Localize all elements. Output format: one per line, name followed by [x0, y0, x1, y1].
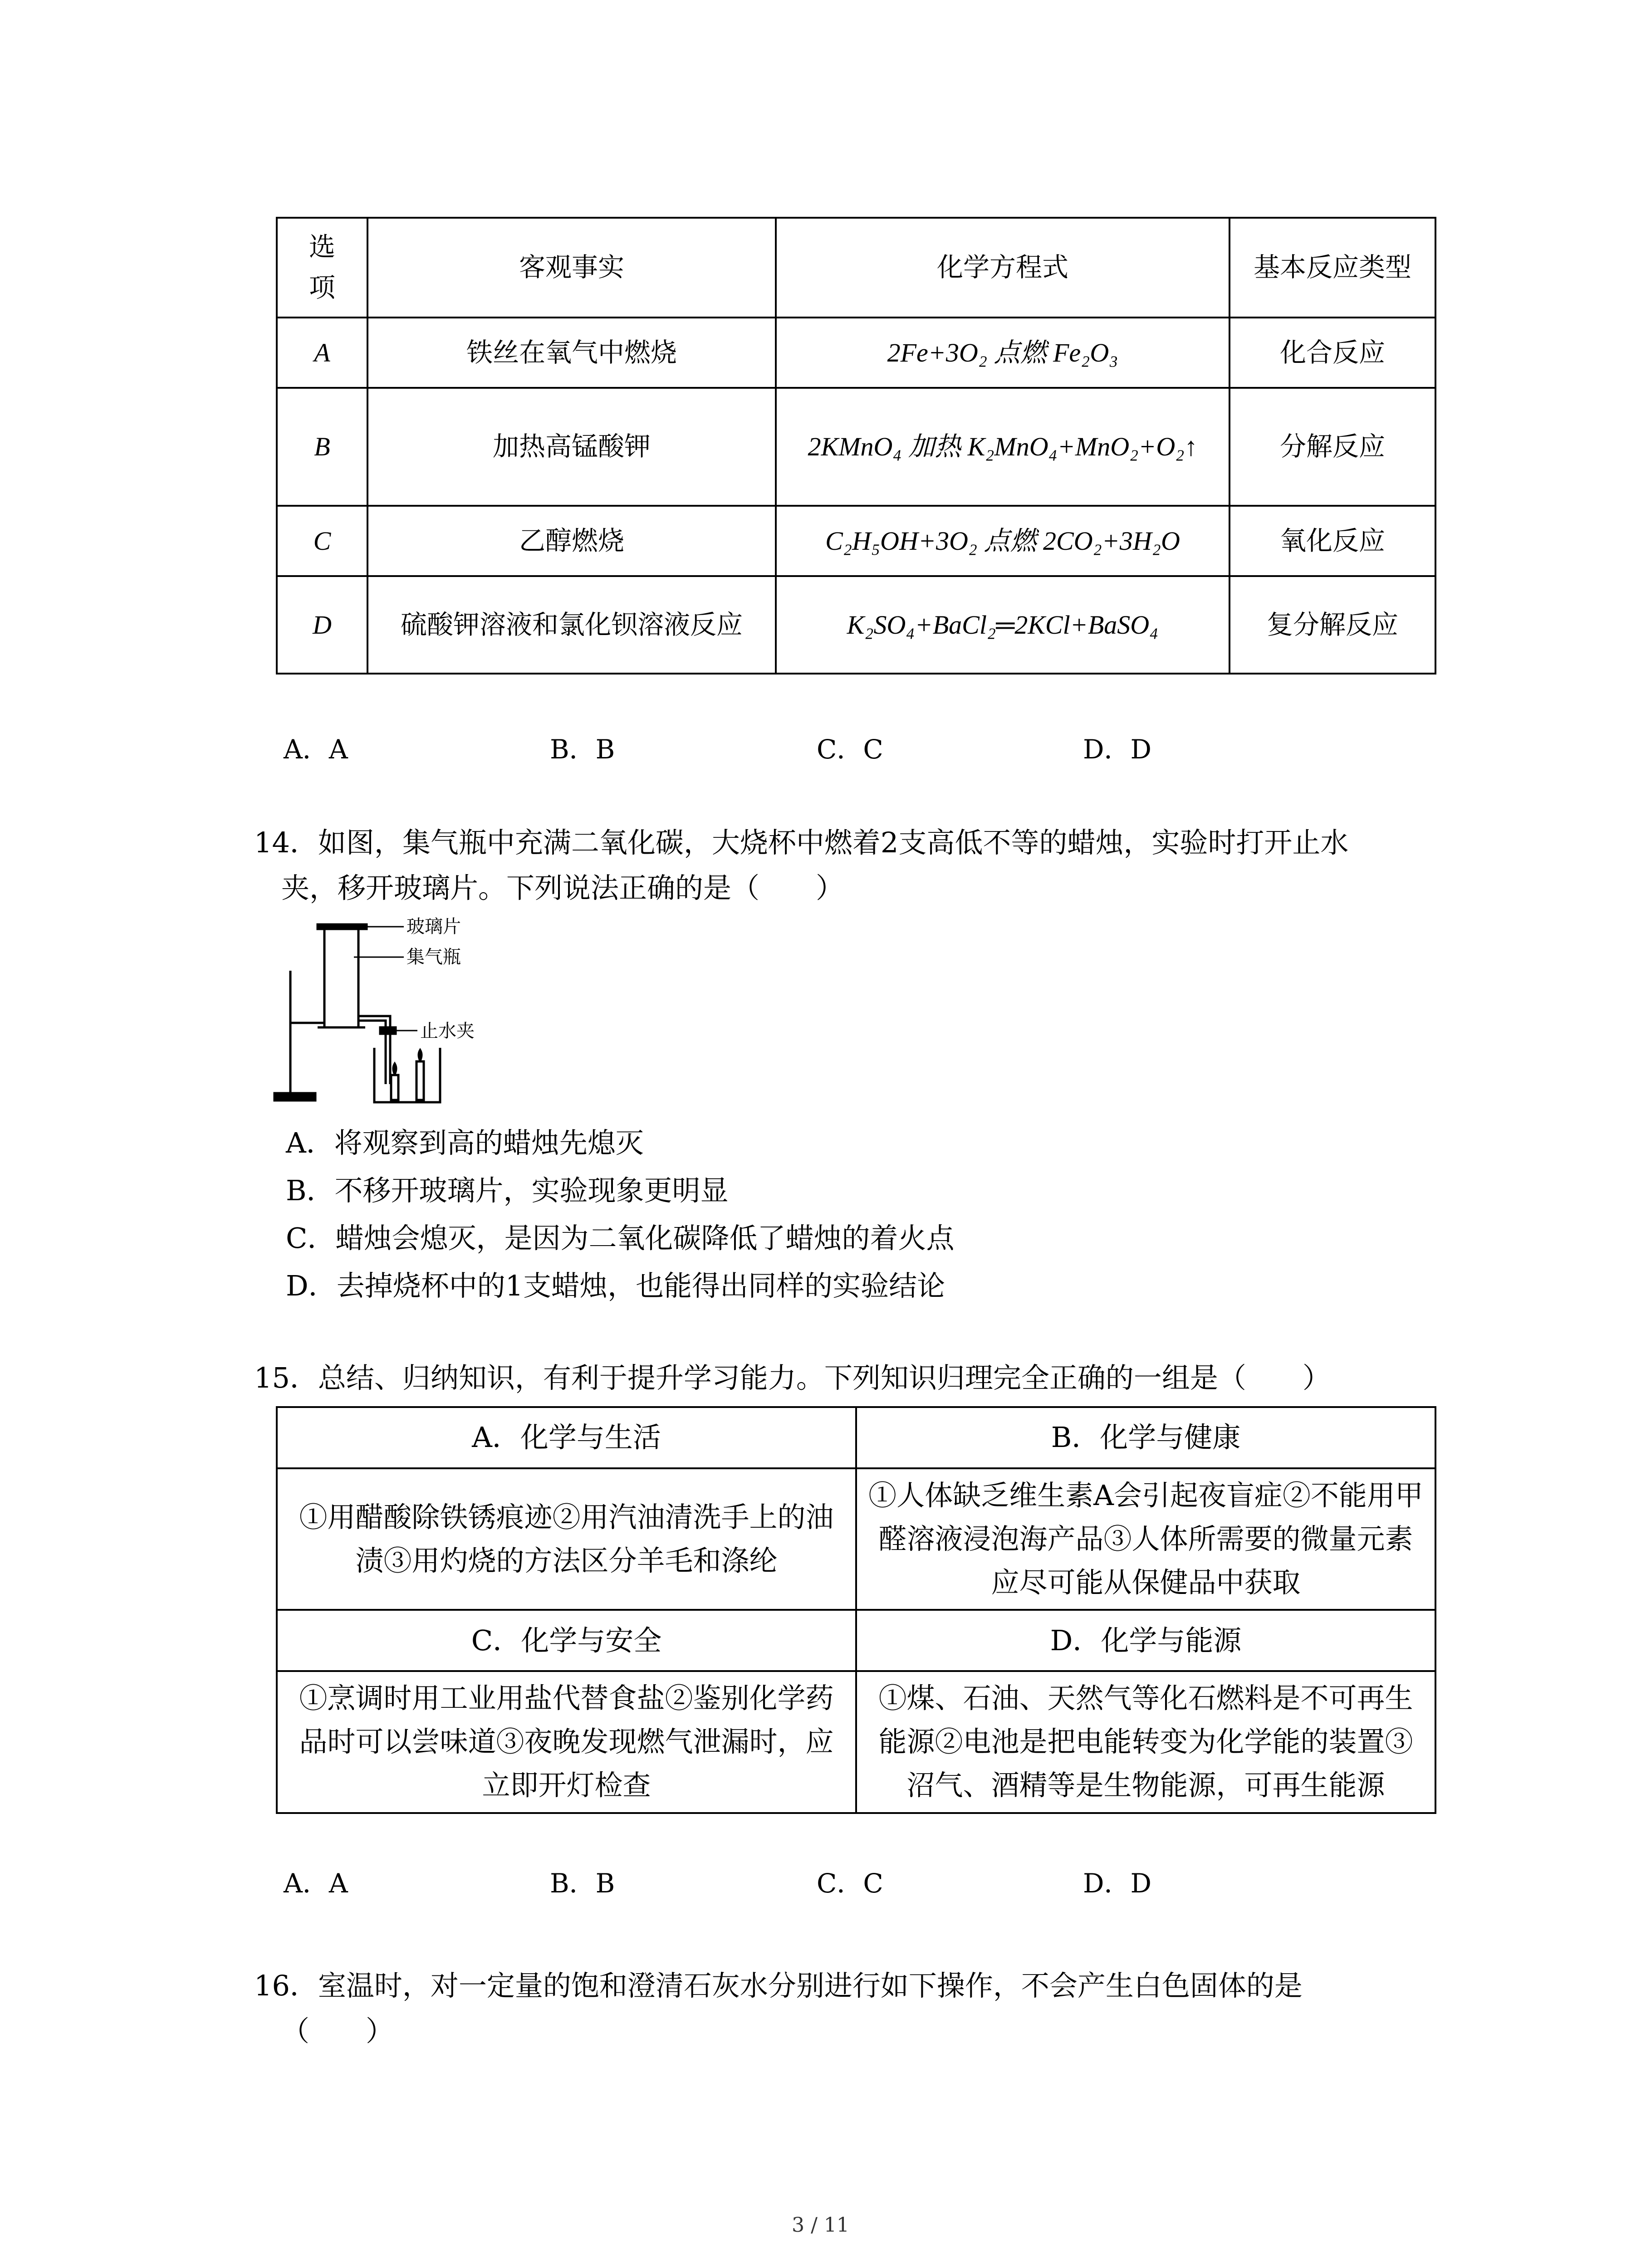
row-d-fact: 硫酸钾溶液和氯化钡溶液反应 — [367, 576, 776, 674]
q16-stem-line2: （ ） — [281, 2014, 394, 2048]
row-d-option: D — [277, 576, 367, 674]
row-a-equation: 2Fe+3O₂ 点燃 Fe₂O₃ — [776, 318, 1230, 388]
q14-choice-b[interactable]: B．不移开玻璃片，实验现象更明显 — [286, 1174, 729, 1207]
q14-stem-line1: 14．如图，集气瓶中充满二氧化碳，大烧杯中燃着2支高低不等的蜡烛，实验时打开止水 — [254, 826, 1349, 859]
q15-head-d: D．化学与能源 — [856, 1610, 1435, 1671]
row-d-equation: K₂SO₄+BaCl₂═2KCl+BaSO₄ — [776, 576, 1230, 674]
q15-options — [0, 1862, 1641, 1898]
header-equation: 化学方程式 — [776, 218, 1230, 318]
q14-choice-d[interactable]: D．去掉烧杯中的1支蜡烛，也能得出同样的实验结论 — [286, 1269, 945, 1302]
q13-option-a[interactable]: A．A — [284, 734, 348, 765]
q13-table — [276, 217, 1436, 675]
q15-body-d: ①煤、石油、天然气等化石燃料是不可再生能源②电池是把电能转变为化学能的装置③沼气、酒精等是生物能源，可再生能源 — [856, 1671, 1435, 1813]
q15-table — [276, 1406, 1436, 1814]
q14-stem-line2: 夹，移开玻璃片。下列说法正确的是（ ） — [281, 871, 844, 904]
q15-head-a: A．化学与生活 — [277, 1407, 856, 1468]
label-stopcock: 止水夹 — [420, 1021, 475, 1041]
row-b-equation: 2KMnO₄ 加热 K₂MnO₄+MnO₂+O₂↑ — [776, 388, 1230, 506]
header-option: 选项 — [277, 218, 367, 318]
q15-stem: 15．总结、归纳知识，有利于提升学习能力。下列知识归理完全正确的一组是（ ） — [254, 1361, 1331, 1394]
q15-head-c: C．化学与安全 — [277, 1610, 856, 1671]
q15-option-c[interactable]: C．C — [817, 1868, 883, 1899]
row-c-type: 氧化反应 — [1230, 506, 1435, 576]
q15-body-b: ①人体缺乏维生素A会引起夜盲症②不能用甲醛溶液浸泡海产品③人体所需要的微量元素应尽可能从保健品中获取 — [856, 1468, 1435, 1610]
row-a-type: 化合反应 — [1230, 318, 1435, 388]
q13-option-c[interactable]: C．C — [817, 734, 883, 765]
q13-option-b[interactable]: B．B — [550, 734, 615, 765]
page-number: 3 / 11 — [792, 2214, 849, 2237]
row-a-fact: 铁丝在氧气中燃烧 — [367, 318, 776, 388]
row-b-option: B — [277, 388, 367, 506]
label-gas-jar: 集气瓶 — [407, 947, 461, 968]
q15-option-d[interactable]: D．D — [1083, 1868, 1152, 1899]
q16-stem-line1: 16．室温时，对一定量的饱和澄清石灰水分别进行如下操作，不会产生白色固体的是 — [254, 1969, 1303, 2002]
q15-body-c: ①烹调时用工业用盐代替食盐②鉴别化学药品时可以尝味道③夜晚发现燃气泄漏时，应立即开灯检查 — [277, 1671, 856, 1813]
row-b-type: 分解反应 — [1230, 388, 1435, 506]
q13-option-d[interactable]: D．D — [1083, 734, 1152, 765]
q15-option-a[interactable]: A．A — [284, 1868, 348, 1899]
q15-option-b[interactable]: B．B — [550, 1868, 615, 1899]
row-b-fact: 加热高锰酸钾 — [367, 388, 776, 506]
q15-head-b: B．化学与健康 — [856, 1407, 1435, 1468]
row-c-equation: C₂H₅OH+3O₂ 点燃 2CO₂+3H₂O — [776, 506, 1230, 576]
row-a-option: A — [277, 318, 367, 388]
row-d-type: 复分解反应 — [1230, 576, 1435, 674]
row-c-option: C — [277, 506, 367, 576]
label-glass-plate: 玻璃片 — [407, 916, 461, 937]
row-c-fact: 乙醇燃烧 — [367, 506, 776, 576]
q14-apparatus-figure — [272, 912, 508, 1111]
q15-body-a: ①用醋酸除铁锈痕迹②用汽油清洗手上的油渍③用灼烧的方法区分羊毛和涤纶 — [277, 1468, 856, 1610]
q14-choice-c[interactable]: C．蜡烛会熄灭，是因为二氧化碳降低了蜡烛的着火点 — [286, 1222, 955, 1255]
header-fact: 客观事实 — [367, 218, 776, 318]
header-type: 基本反应类型 — [1230, 218, 1435, 318]
q14-choice-a[interactable]: A．将观察到高的蜡烛先熄灭 — [286, 1126, 644, 1159]
q13-options — [0, 728, 1641, 764]
